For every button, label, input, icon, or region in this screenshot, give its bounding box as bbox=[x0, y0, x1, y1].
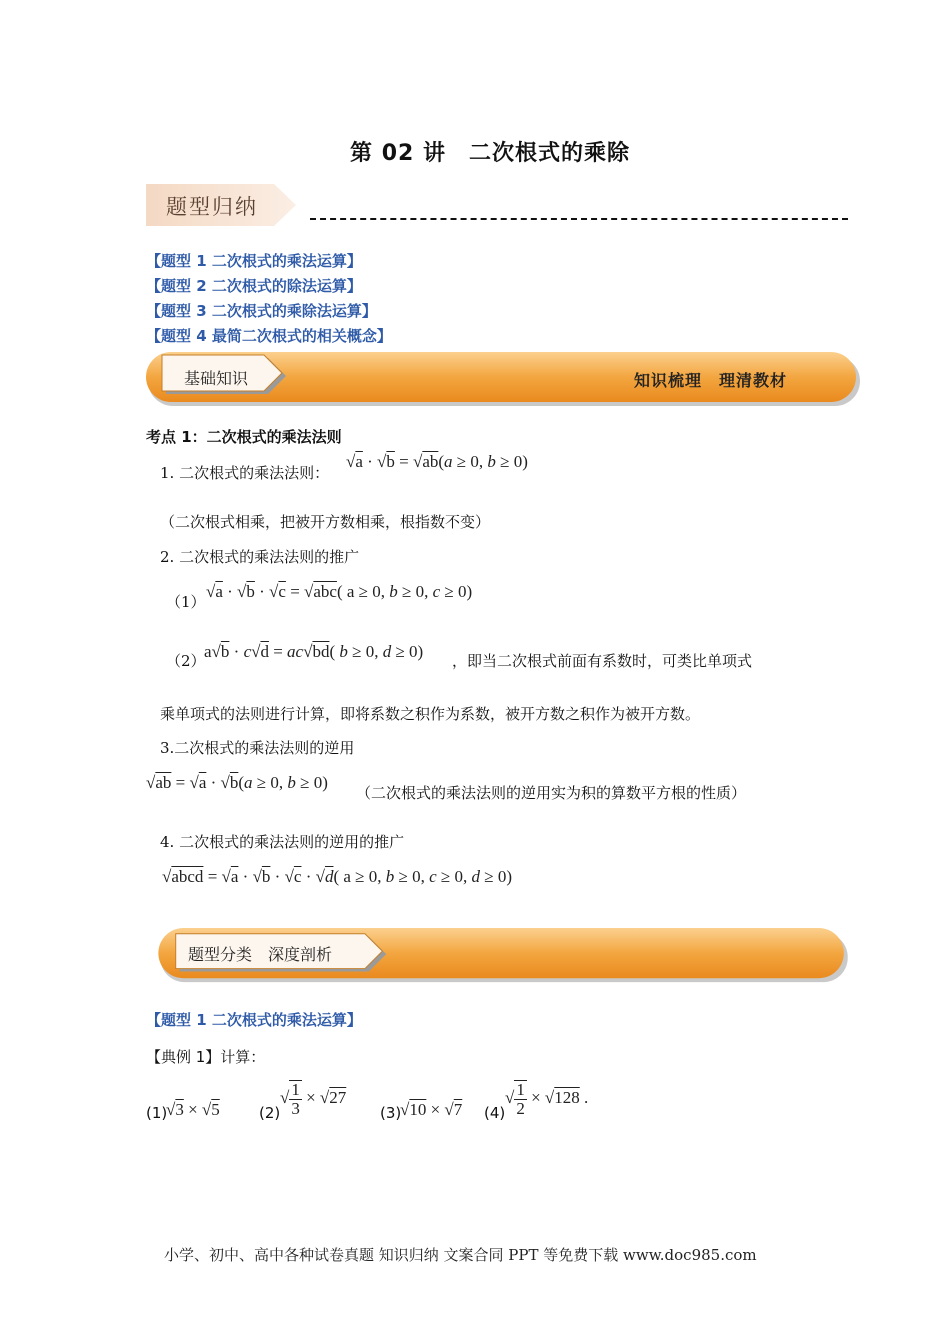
banner1-label: 基础知识 bbox=[184, 369, 249, 388]
tag-label: 题型归纳 bbox=[166, 195, 258, 219]
page-footer: 小学、初中、高中各种试卷真题 知识归纳 文案合同 PPT 等免费下载 www.doc985.com bbox=[164, 1246, 757, 1264]
problem-4-num: (4) bbox=[484, 1104, 506, 1122]
toc-item-3[interactable]: 【题型 3 二次根式的乘除法运算】 bbox=[146, 302, 377, 320]
formula-three-factors: √a · √b · √c = √abc( a ≥ 0, b ≥ 0, c ≥ 0) bbox=[206, 582, 473, 601]
problem-4-expr: √ $\frac{1}{2}$ × √128 . bbox=[505, 1080, 589, 1118]
formula-multiplication-rule: √a · √b = √ab(a ≥ 0, b ≥ 0) bbox=[346, 452, 528, 471]
s1-label: 1. 二次根式的乘法法则： bbox=[160, 464, 330, 482]
s2-item2-cont: 乘单项式的法则进行计算，即将系数之积作为系数，被开方数之积作为被开方数。 bbox=[160, 705, 701, 723]
formula-with-coefficients: a√b · c√d = ac√bd( b ≥ 0, d ≥ 0) bbox=[204, 642, 424, 661]
s1-note: （二次根式相乘，把被开方数相乘，根指数不变） bbox=[160, 513, 491, 531]
s2-item1-num: （1） bbox=[166, 593, 206, 611]
example-heading: 【典例 1】计算： bbox=[146, 1048, 266, 1066]
dashed-divider bbox=[310, 218, 848, 220]
s2-label: 2. 二次根式的乘法法则的推广 bbox=[160, 548, 360, 566]
page-title: 第 02 讲 二次根式的乘除 bbox=[350, 141, 630, 166]
problem-1-num: (1) bbox=[146, 1104, 168, 1122]
formula-inverse-extended: √abcd = √a · √b · √c · √d( a ≥ 0, b ≥ 0, c ≥ 0, d ≥ 0) bbox=[162, 867, 512, 886]
problem-1-expr: √3 × √5 bbox=[166, 1100, 220, 1119]
s2-item2-text: ，即当二次根式前面有系数时，可类比单项式 bbox=[452, 652, 753, 670]
s2-item2-num: （2） bbox=[166, 652, 206, 670]
kaodian-heading: 考点 1：二次根式的乘法法则 bbox=[146, 428, 342, 446]
problem-2-expr: √ $\frac{1}{3}$ × √27 bbox=[280, 1080, 347, 1118]
problem-3-num: (3) bbox=[380, 1104, 402, 1122]
formula-inverse: √ab = √a · √b(a ≥ 0, b ≥ 0) bbox=[146, 773, 328, 792]
problem-2-num: (2) bbox=[259, 1104, 281, 1122]
problem-3-expr: √10 × √7 bbox=[400, 1100, 463, 1119]
banner2-label: 题型分类 深度剖析 bbox=[188, 945, 333, 964]
toc-item-1[interactable]: 【题型 1 二次根式的乘法运算】 bbox=[146, 252, 362, 270]
s3-label: 3.二次根式的乘法法则的逆用 bbox=[160, 739, 355, 757]
type1-heading: 【题型 1 二次根式的乘法运算】 bbox=[146, 1011, 362, 1029]
banner1-right: 知识梳理 理清教材 bbox=[634, 371, 788, 390]
s4-label: 4. 二次根式的乘法法则的逆用的推广 bbox=[160, 833, 405, 851]
toc-item-2[interactable]: 【题型 2 二次根式的除法运算】 bbox=[146, 277, 362, 295]
s3-note: （二次根式的乘法法则的逆用实为积的算数平方根的性质） bbox=[356, 784, 747, 802]
toc-item-4[interactable]: 【题型 4 最简二次根式的相关概念】 bbox=[146, 327, 392, 345]
